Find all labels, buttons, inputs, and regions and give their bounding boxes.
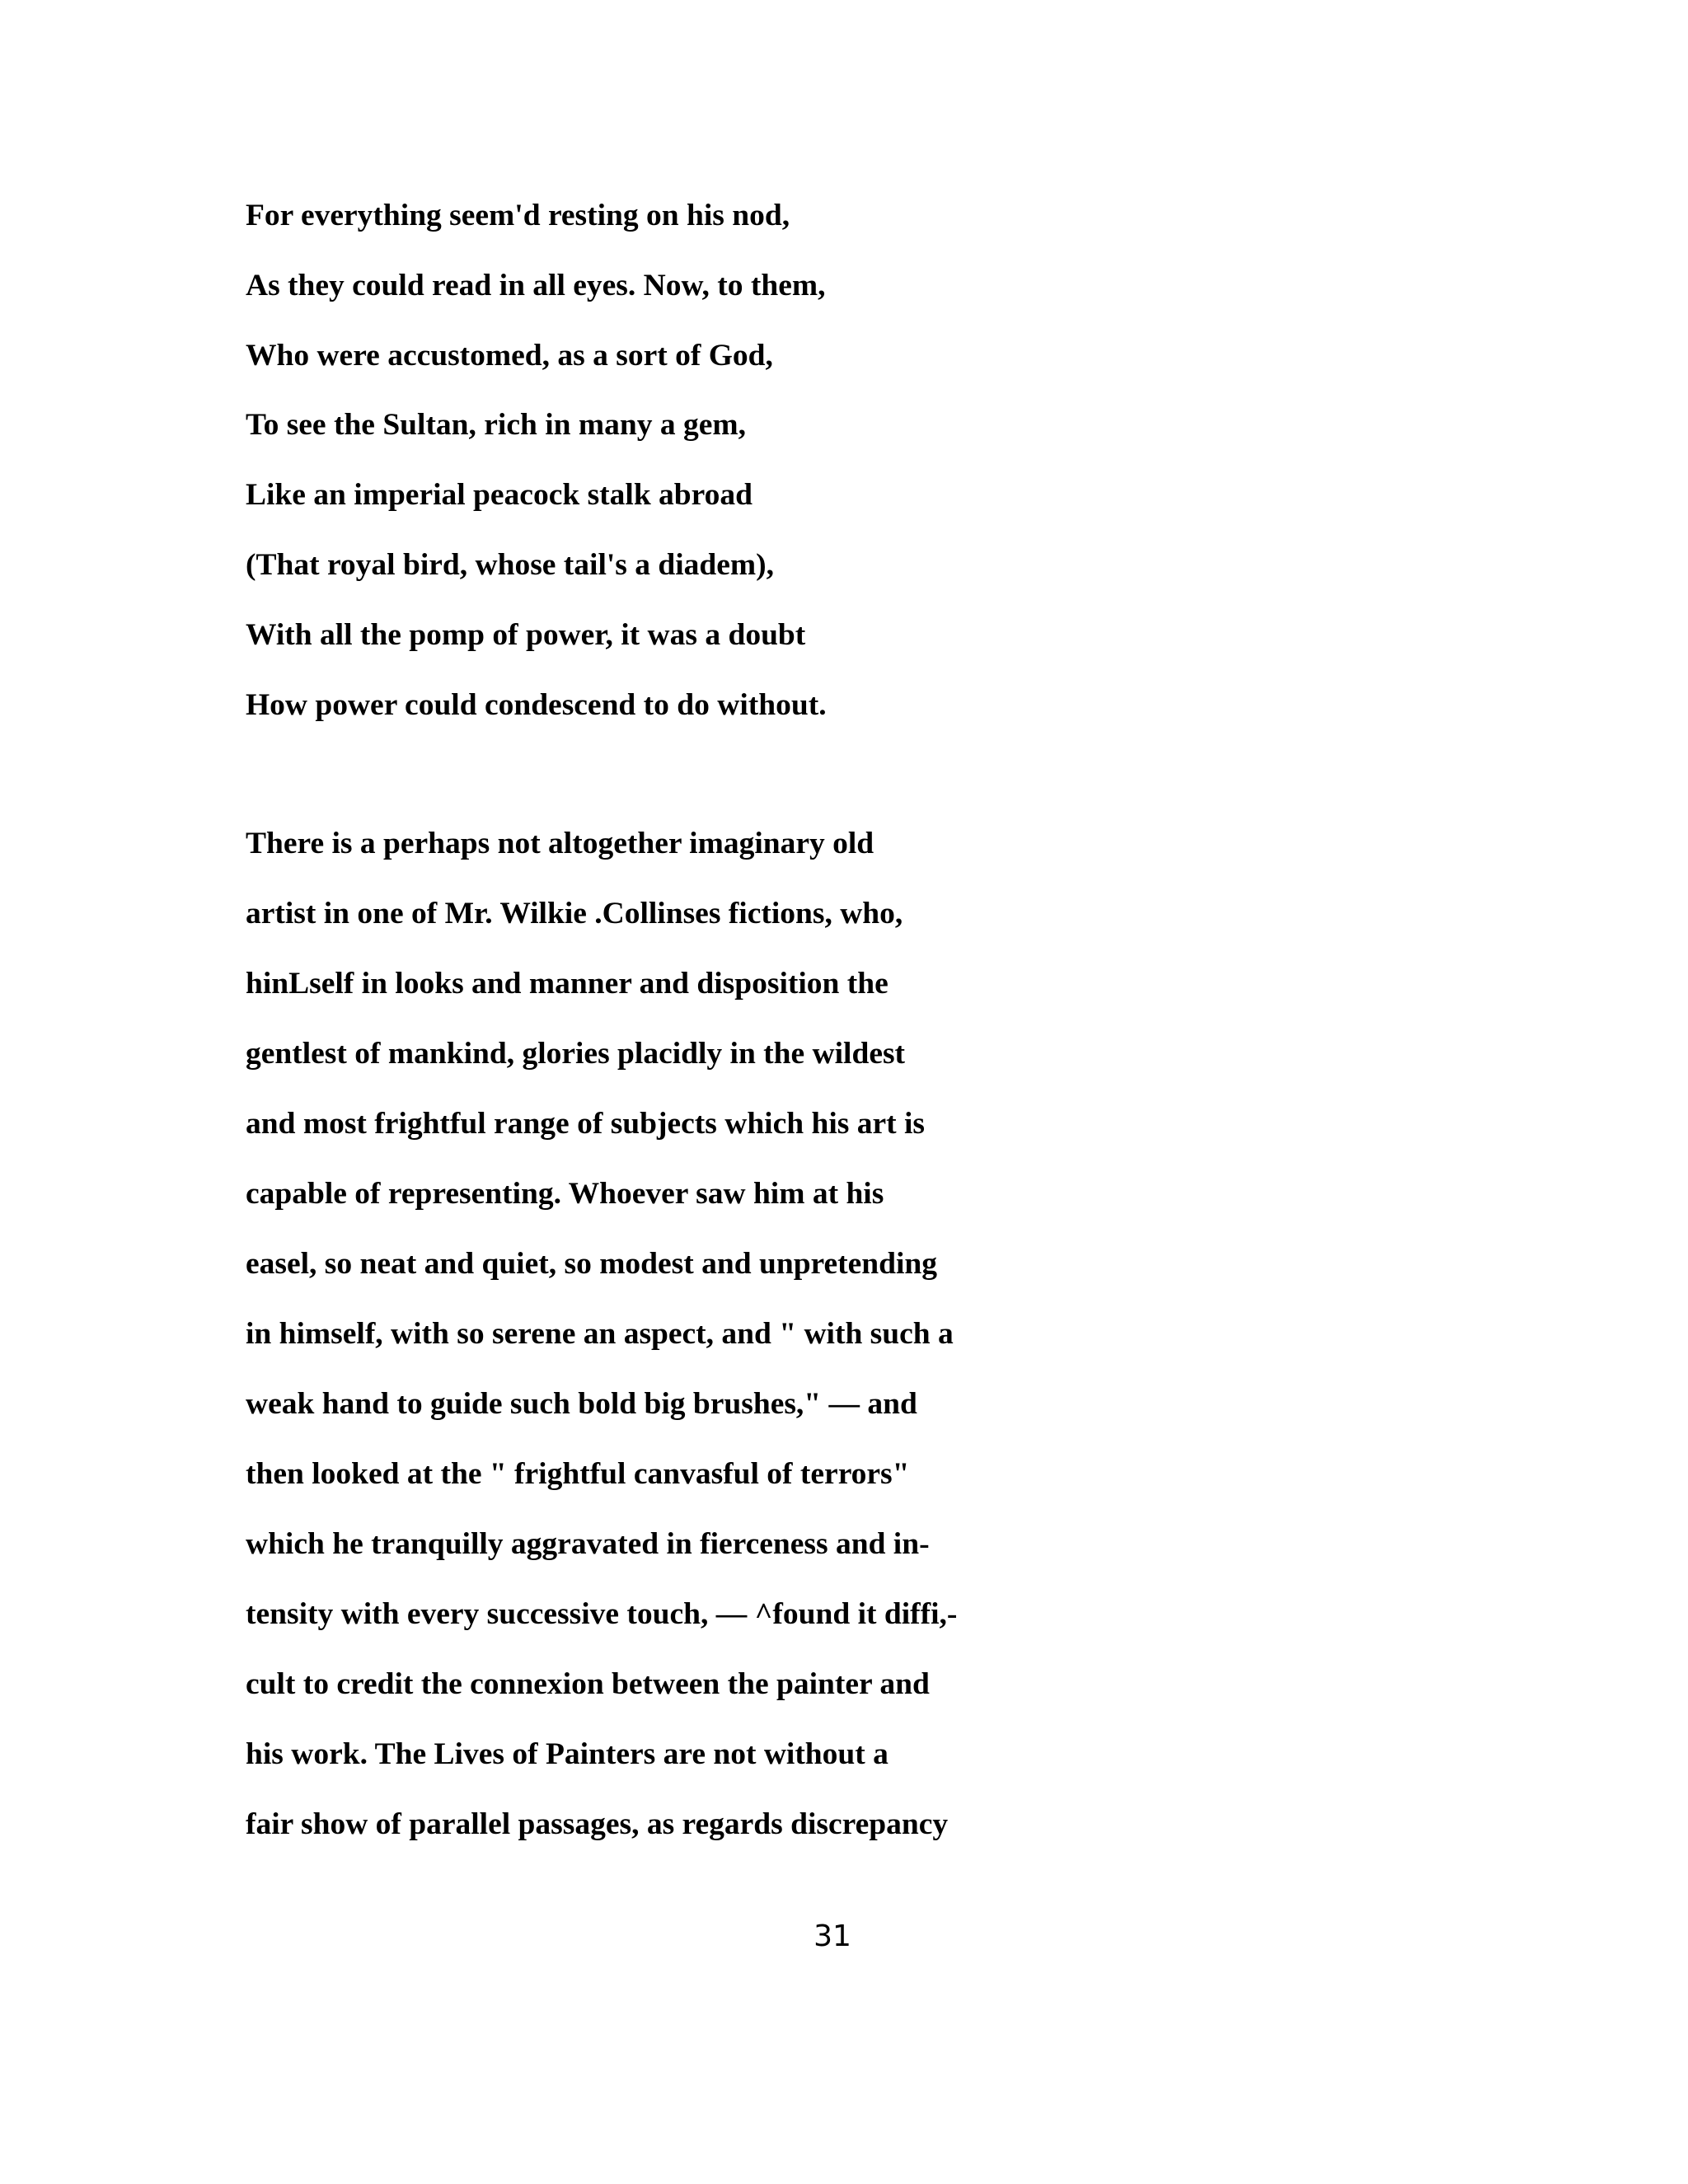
prose-line: fair show of parallel passages, as regards discrepancy [246, 1807, 949, 1841]
prose-line: then looked at the " frightful canvasful of terrors" [246, 1457, 910, 1491]
prose-line: capable of representing. Whoever saw him at his [246, 1177, 884, 1211]
prose-line: which he tranquilly aggravated in fierceness and in- [246, 1527, 930, 1561]
verse-line: For everything seem'd resting on his nod, [246, 199, 790, 232]
verse-line: (That royal bird, whose tail's a diadem), [246, 548, 775, 582]
verse-line: Like an imperial peacock stalk abroad [246, 478, 753, 512]
prose-line: easel, so neat and quiet, so modest and unpretending [246, 1247, 938, 1281]
prose-line: hinLself in looks and manner and disposition the [246, 967, 889, 1001]
page-number: 31 [814, 1919, 851, 1953]
verse-line: How power could condescend to do without. [246, 688, 827, 722]
verse-line: To see the Sultan, rich in many a gem, [246, 408, 746, 442]
prose-line: his work. The Lives of Painters are not without a [246, 1737, 889, 1771]
prose-line: and most frightful range of subjects which his art is [246, 1107, 925, 1141]
prose-line: tensity with every successive touch, — ^found it diffi,- [246, 1597, 958, 1631]
prose-line: weak hand to guide such bold big brushes," — and [246, 1387, 917, 1421]
prose-line: artist in one of Mr. Wilkie .Collinses fictions, who, [246, 897, 903, 930]
verse-line: As they could read in all eyes. Now, to them, [246, 269, 826, 302]
verse-line: Who were accustomed, as a sort of God, [246, 339, 773, 373]
prose-line: cult to credit the connexion between the painter and [246, 1667, 930, 1701]
prose-line: There is a perhaps not altogether imaginary old [246, 827, 874, 860]
verse-line: With all the pomp of power, it was a doubt [246, 618, 806, 652]
prose-line: in himself, with so serene an aspect, and " with such a [246, 1317, 954, 1351]
prose-line: gentlest of mankind, glories placidly in the wildest [246, 1037, 906, 1071]
